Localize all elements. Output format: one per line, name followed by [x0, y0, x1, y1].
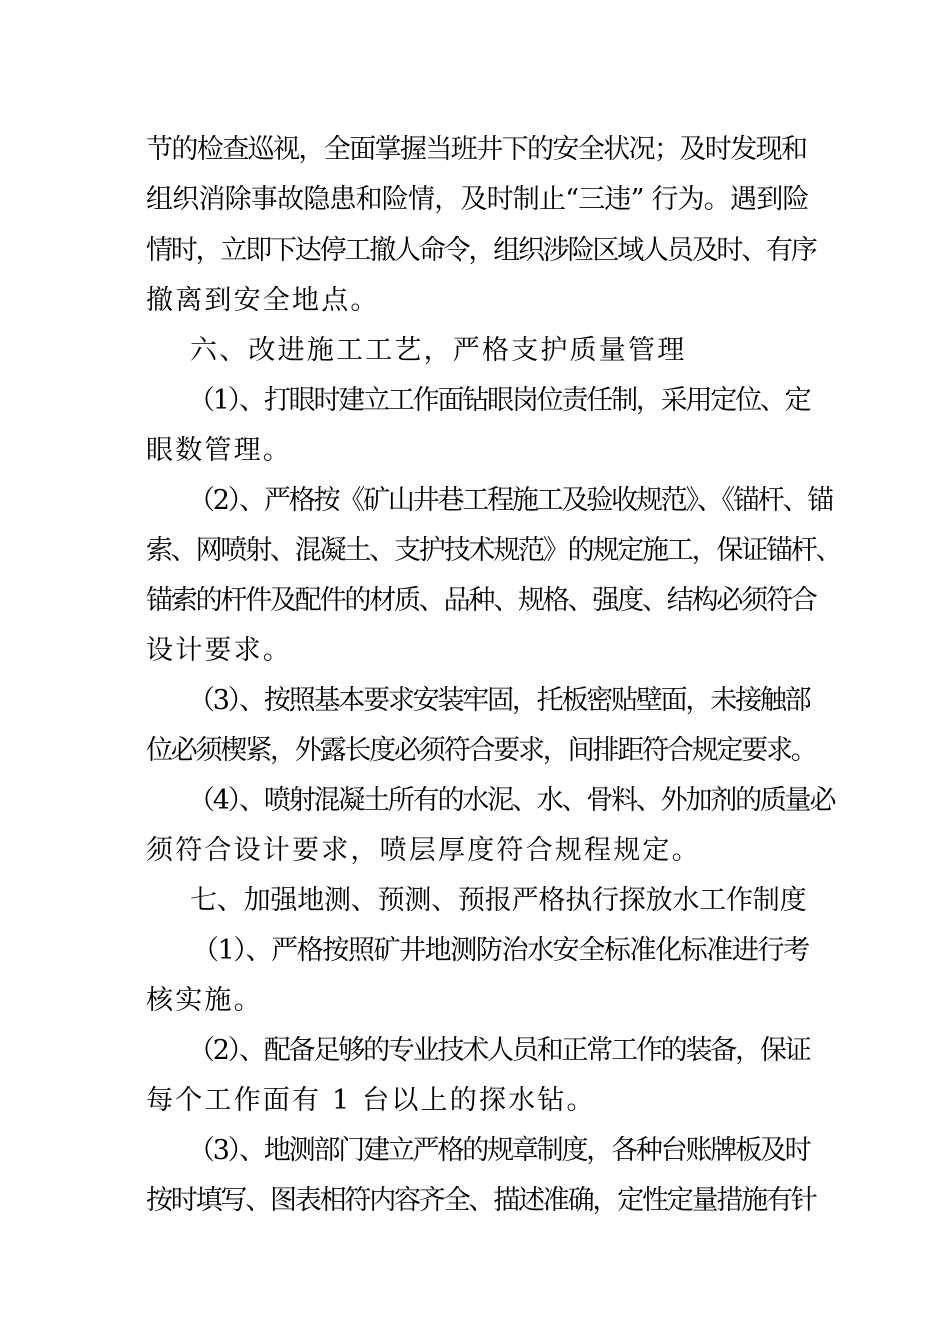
section-heading: 六、改进施工工艺，严格支护质量管理 [190, 335, 687, 366]
text-line: （2）、配备足够的专业技术人员和正常工作的装备，保证 [188, 1035, 810, 1066]
text-line: （3）、地测部门建立严格的规章制度，各种台账牌板及时 [188, 1135, 810, 1166]
text-line: （3）、按照基本要求安装牢固，托板密贴壁面，未接触部 [188, 685, 810, 716]
text-line: 索、网喷射、混凝土、支护技术规范》的规定施工，保证锚杆、 [146, 535, 841, 566]
text-line: 节的检查巡视，全面掌握当班井下的安全状况；及时发现和 [146, 134, 807, 165]
text-line: （1）、打眼时建立工作面钻眼岗位责任制，采用定位、定 [188, 385, 810, 416]
text-line: 位必须楔紧，外露长度必须符合要求，间排距符合规定要求。 [146, 735, 816, 766]
text-line: 按时填写、图表相符内容齐全、描述准确，定性定量措施有针 [146, 1185, 816, 1216]
section-heading: 七、加强地测、预测、预报严格执行探放水工作制度 [190, 885, 807, 916]
text-line: 锚索的杆件及配件的材质、品种、规格、强度、结构必须符合 [146, 585, 816, 616]
text-line: 撤离到安全地点。 [146, 285, 380, 316]
text-line: （2）、严格按《矿山井巷工程施工及验收规范》、《锚杆、锚 [188, 485, 833, 516]
text-line: 核实施。 [146, 985, 263, 1016]
text-line: （4）、喷射混凝土所有的水泥、水、骨料、外加剂的质量必 [188, 785, 835, 816]
text-line: 设计要求。 [146, 635, 292, 666]
text-line: （1）、严格按照矿井地测防治水安全标准化标准进行考 [192, 935, 809, 966]
text-line: 须符合设计要求，喷层厚度符合规程规定。 [146, 835, 701, 866]
text-line: 每个工作面有 1 台以上的探水钻。 [146, 1085, 596, 1116]
text-line: 眼数管理。 [146, 435, 292, 466]
text-line: 情时，立即下达停工撤人命令，组织涉险区域人员及时、有序 [146, 235, 816, 266]
text-line: 组织消除事故隐患和险情，及时制止“三违” 行为。遇到险 [146, 184, 809, 215]
